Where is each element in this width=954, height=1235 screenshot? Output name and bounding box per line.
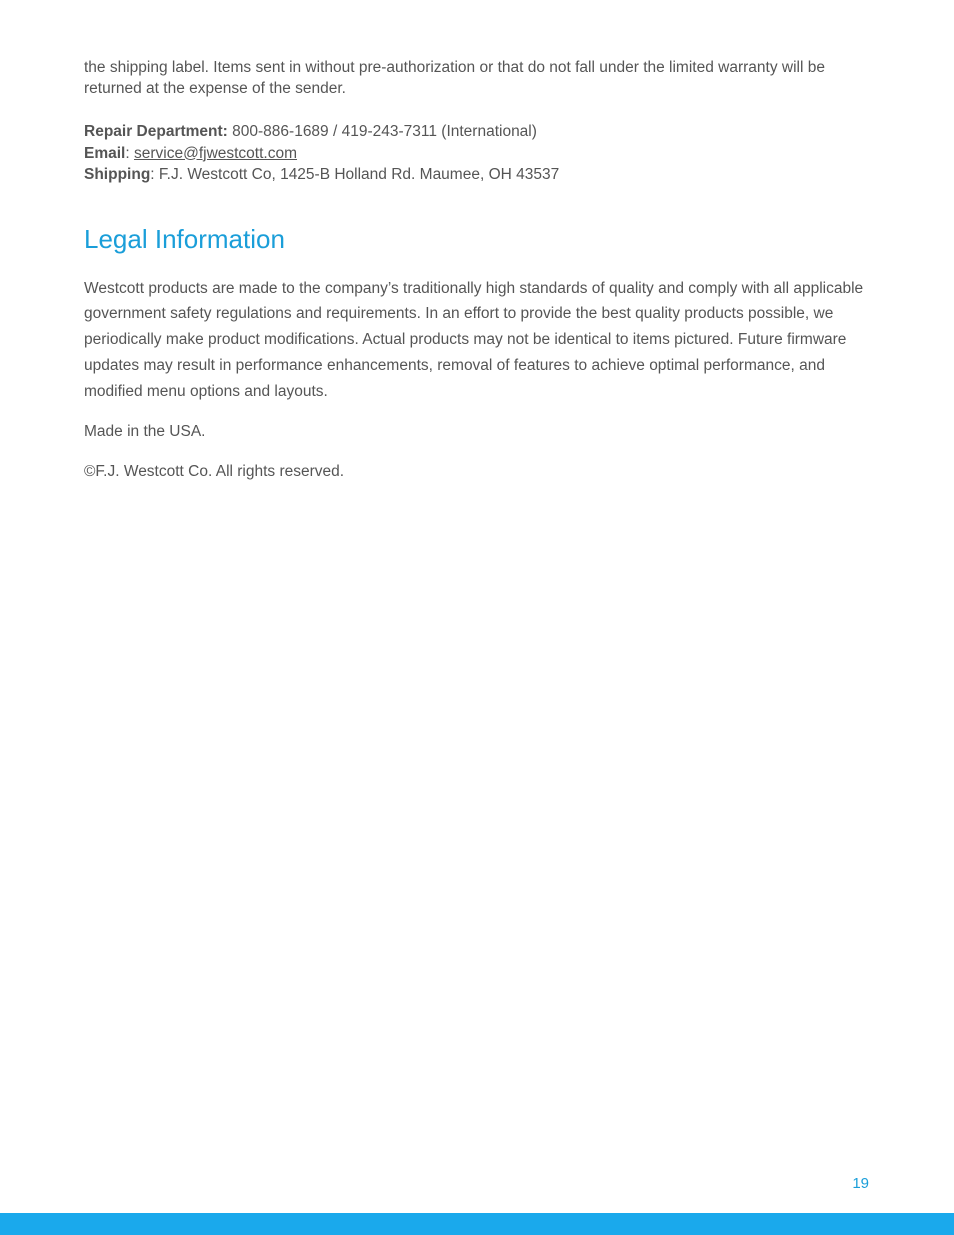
page-number: 19 [852, 1175, 869, 1192]
repair-phone: 800-886-1689 / 419-243-7311 (International) [227, 123, 537, 140]
shipping-label: Shipping [84, 166, 151, 183]
footer-bar [0, 1213, 954, 1235]
made-in-text: Made in the USA. [84, 423, 206, 441]
email-line [84, 143, 864, 165]
email-label: Email [84, 144, 126, 162]
repair-label: Repair Department: [84, 123, 228, 140]
email-link[interactable]: service@fjwestcott.com [133, 144, 298, 162]
shipping-address: : F.J. Westcott Co, 1425-B Holland Rd. Maumee, OH 43537 [150, 166, 560, 183]
legal-paragraph: Westcott products are made to the company’s traditionally high standards of quality and comply with all applicable government safety regulations and requirements. In an effort to provide the best quality products possible, we periodically make product modifications. Actual products may not be identical to items pictured. Future firmware updates may result in performance enhancements, removal of features to achieve optimal performance, and modified menu options and layouts. [84, 279, 864, 400]
intro-paragraph: the shipping label. Items sent in without pre-authorization or that do not fall under the limited warranty will be returned at the expense of the sender. [84, 59, 825, 97]
contact-block [84, 121, 864, 186]
email-separator: : [125, 144, 134, 162]
repair-line [84, 121, 864, 143]
shipping-line [84, 164, 864, 186]
legal-heading: Legal Information [84, 223, 285, 254]
copyright-text: ©F.J. Westcott Co. All rights reserved. [84, 463, 345, 481]
page-content [84, 57, 864, 484]
